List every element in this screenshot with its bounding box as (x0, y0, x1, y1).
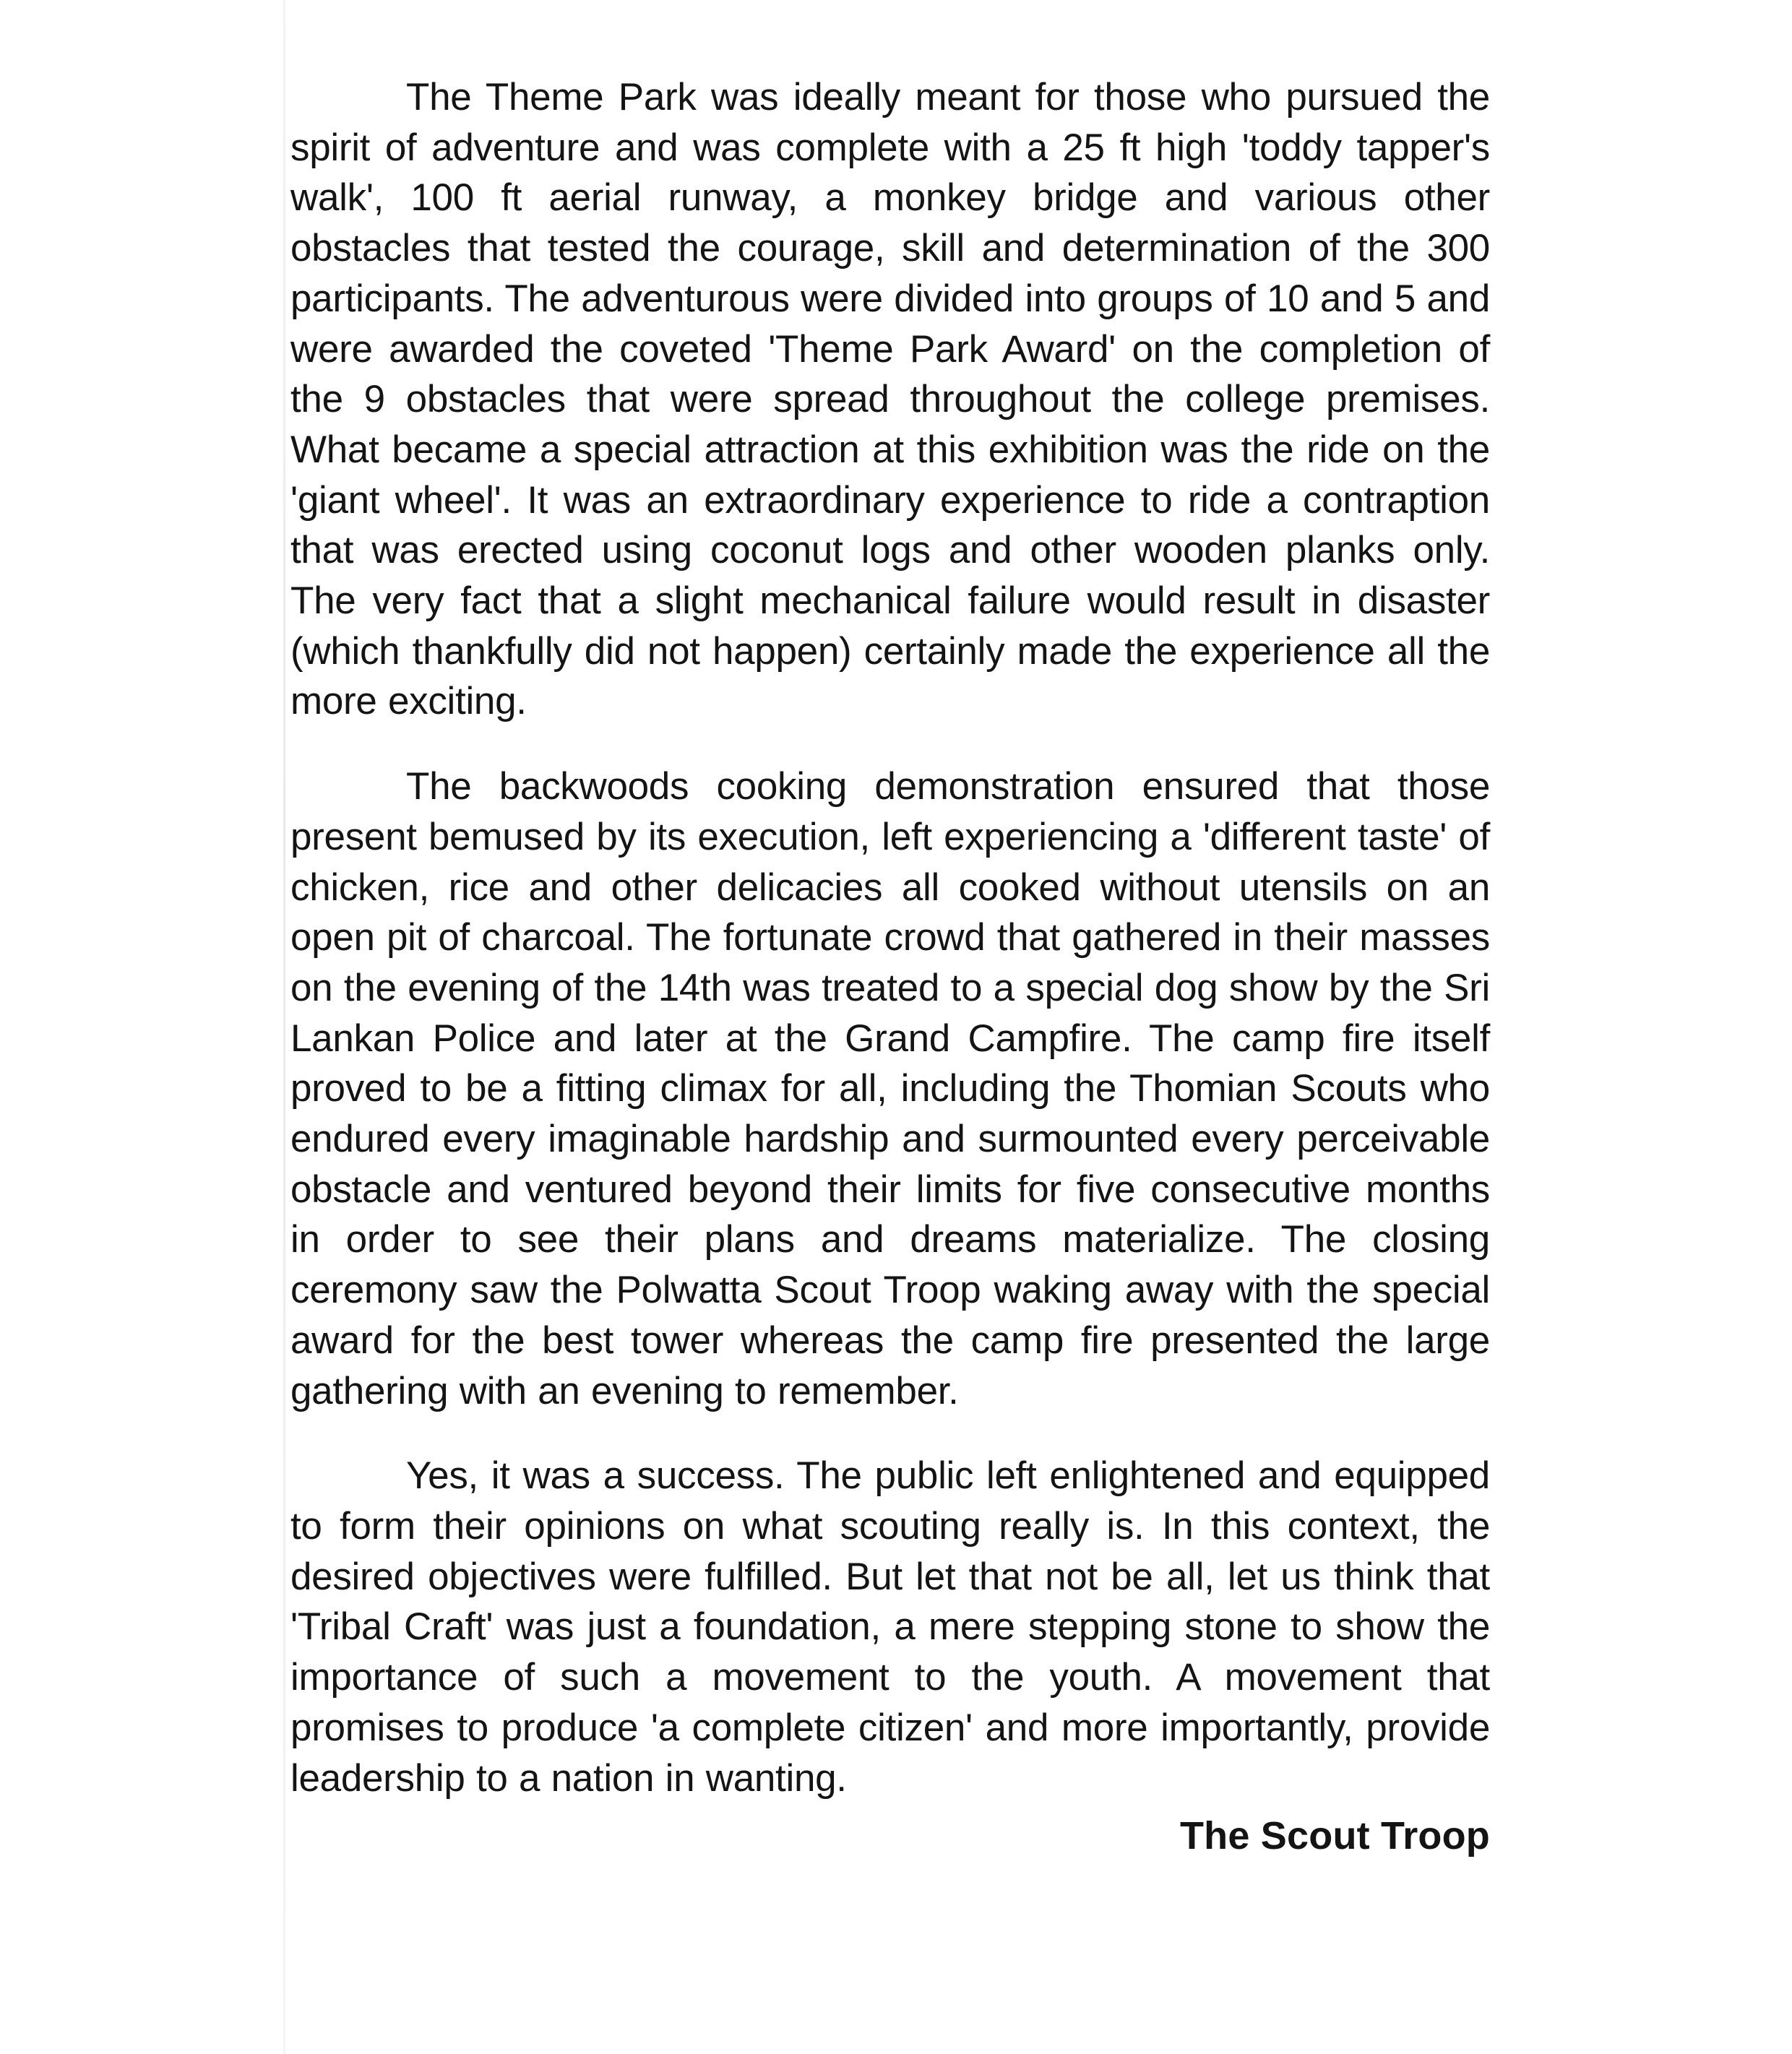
paragraph-backwoods-cooking: The backwoods cooking demonstration ensured that those present bemused by its execution, left experiencing a 'different taste' of chicken, rice and other delicacies all cooked without utensils on an open pit of charcoal. The fortunate crowd that gathered in their masses on the evening of the 14th was treated to a special dog show by the Sri Lankan Police and later at the Grand Campfire. The camp fire itself proved to be a fitting climax for all, including the Thomian Scouts who endured every imaginable hardship and surmounted every perceivable obstacle and ventured beyond their limits for five consecutive months in order to see their plans and dreams materialize. The closing ceremony saw the Polwatta Scout Troop waking away with the special award for the best tower whereas the camp fire presented the large gathering with an evening to remember. (290, 765, 1490, 1412)
signature: The Scout Troop (1180, 1814, 1490, 1858)
scan-shadow-edge (283, 0, 285, 2054)
paragraph-conclusion: Yes, it was a success. The public left enlightened and equipped to form their opinions on what scouting really is. In this context, the desired objectives were fulfilled. But let that not be all, let us think that 'Tribal Craft' was just a foundation, a mere stepping stone to show the importance of such a movement to the youth. A movement that promises to produce 'a complete citizen' and more importantly, provide leadership to a nation in wanting. (290, 1454, 1490, 1800)
article-body (290, 72, 1490, 1861)
paragraph-theme-park: The Theme Park was ideally meant for those who pursued the spirit of adventure and was complete with a 25 ft high 'toddy tapper's walk', 100 ft aerial runway, a monkey bridge and various other obstacles that tested the courage, skill and determination of the 300 participants. The adventurous were divided into groups of 10 and 5 and were awarded the coveted 'Theme Park Award' on the completion of the 9 obstacles that were spread throughout the college premises. What became a special attraction at this exhibition was the ride on the 'giant wheel'. It was an extraordinary experience to ride a contraption that was erected using coconut logs and other wooden planks only. The very fact that a slight mechanical failure would result in disaster (which thankfully did not happen) certainly made the experience all the more exciting. (290, 76, 1490, 723)
